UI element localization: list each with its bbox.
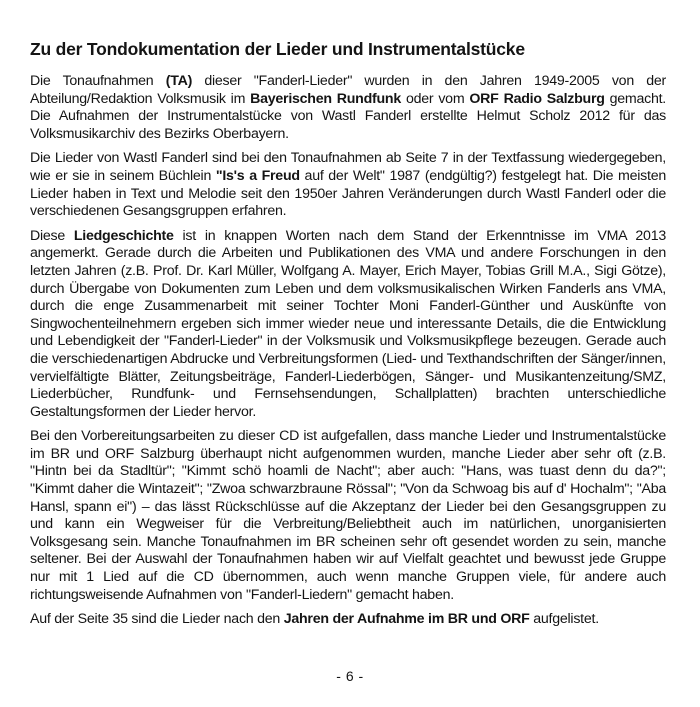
paragraph-song-history bbox=[30, 228, 666, 422]
text: aufgelistet. bbox=[529, 611, 599, 628]
text: Diese bbox=[30, 227, 74, 244]
text: Die Lieder von Wastl Fanderl sind bei den Tonaufnahmen ab Seite 7 in der Textfassung wiedergegeben, wie er sie in seinem Büchlein bbox=[30, 150, 666, 184]
paragraph-recordings bbox=[30, 73, 666, 143]
bold-text: Bayerischen Rundfunk bbox=[250, 90, 401, 107]
text: auf der Welt" 1987 (endgültig?) festgelegt hat. Die meisten Lieder haben in Text und Melodie seit den 1950er Jahren Veränderungen durch Wastl Fanderl oder die verschiedenen Gesangsgruppen erfahren. bbox=[30, 167, 666, 220]
bold-text: "Is's a Freud bbox=[215, 167, 300, 184]
document-page bbox=[30, 38, 666, 636]
text: dieser "Fanderl-Lieder" wurden in den Jahren 1949-2005 von der Abteilung/Redaktion Volksmusik im bbox=[30, 73, 667, 107]
paragraph-page-reference bbox=[30, 611, 666, 629]
bold-text: ORF Radio Salzburg bbox=[469, 90, 605, 107]
text: Bei den Vorbereitungsarbeiten zu dieser CD ist aufgefallen, dass manche Lieder und Instrumentalstücke im BR und ORF Salzburg überhaupt nicht aufgenommen wurden, manche Lieder aber sehr oft (z.B. "Hintn bei da Stadltür"; "Kimmt schö hoamli de Nacht"; aber auch: "Hans, was tuast denn du da?"; "Kimmt daher die Wintazeit"; "Zwoa schwarzbraune Rössal"; "Von da Schwoag bis auf d' Hochalm"; "Aba Hansl, spann ei") – das lässt Rückschlüsse auf die Akzeptanz der Lieder bei den Gesangsgruppen zu und kann ein Wegweiser für die Verbreitung/Beliebtheit auch im natürlichen, unorganisierten Volksgesang sein. Manche Tonaufnahmen im BR scheinen sehr oft gesendet worden zu sein, manche seltener. Bei der Auswahl der Tonaufnahmen haben wir auf Vielfalt geachtet und bewusst jede Gruppe nur mit 1 Lied auf die CD übernommen, auch wenn manche Gruppen viele, für andere auch richtungsweisende Aufnahmen von "Fanderl-Liedern" gemacht haben. bbox=[30, 428, 666, 603]
page-title: Zu der Tondokumentation der Lieder und Instrumentalstücke bbox=[30, 39, 525, 59]
paragraph-lyrics bbox=[30, 150, 666, 220]
text: Die Tonaufnahmen bbox=[30, 73, 166, 89]
bold-text: (TA) bbox=[165, 73, 193, 89]
page-number: - 6 - bbox=[336, 668, 364, 684]
text: ist in knappen Worten nach dem Stand der Erkenntnisse im VMA 2013 angemerkt. Gerade durch die Arbeiten und Publikationen des VMA und andere Forschungen in den letzten Jahren (z.B. Prof. Dr. Karl Müller, Wolfgang A. Mayer, Erich Mayer, Tobias Grill M.A., Sigi Götze), durch Übergabe von Dokumenten zum Leben und dem volksmusikalischen Wirken Fanderls ans VMA, durch die enge Zusammenarbeit mit seiner Tochter Moni Fanderl-Günther und Auskünfte von Singwochenteilnehmern ergeben sich immer wieder neue und interessante Details, die die Entwicklung und Lebendigkeit der "Fanderl-Lieder" in der Volksmusik und Volksmusikpflege bezeugen. Gerade auch die verschiedenartigen Abdrucke und Verbreitungsformen (Lied- und Texthandschriften der Sänger/innen, vervielfältigte Blätter, Zeitungsbeiträge, Fanderl-Liederbögen, Sänger- und Musikantenzeitung/SMZ, Liederbücher, Rundfunk- und Fernsehsendungen, Schallplatten) brachten unterschiedliche Gestaltungsformen der Lieder hervor. bbox=[30, 227, 666, 420]
text: oder vom bbox=[400, 90, 470, 107]
bold-text: Jahren der Aufnahme im BR und ORF bbox=[283, 611, 530, 628]
bold-text: Liedgeschichte bbox=[73, 227, 174, 244]
paragraph-preparation bbox=[30, 428, 666, 604]
text: gemacht. Die Aufnahmen der Instrumentalstücke von Wastl Fanderl erstellte Helmut Scholz 2012 für das Volksmusikarchiv des Bezirks Oberbayern. bbox=[30, 90, 666, 142]
text: Auf der Seite 35 sind die Lieder nach den bbox=[30, 611, 284, 628]
